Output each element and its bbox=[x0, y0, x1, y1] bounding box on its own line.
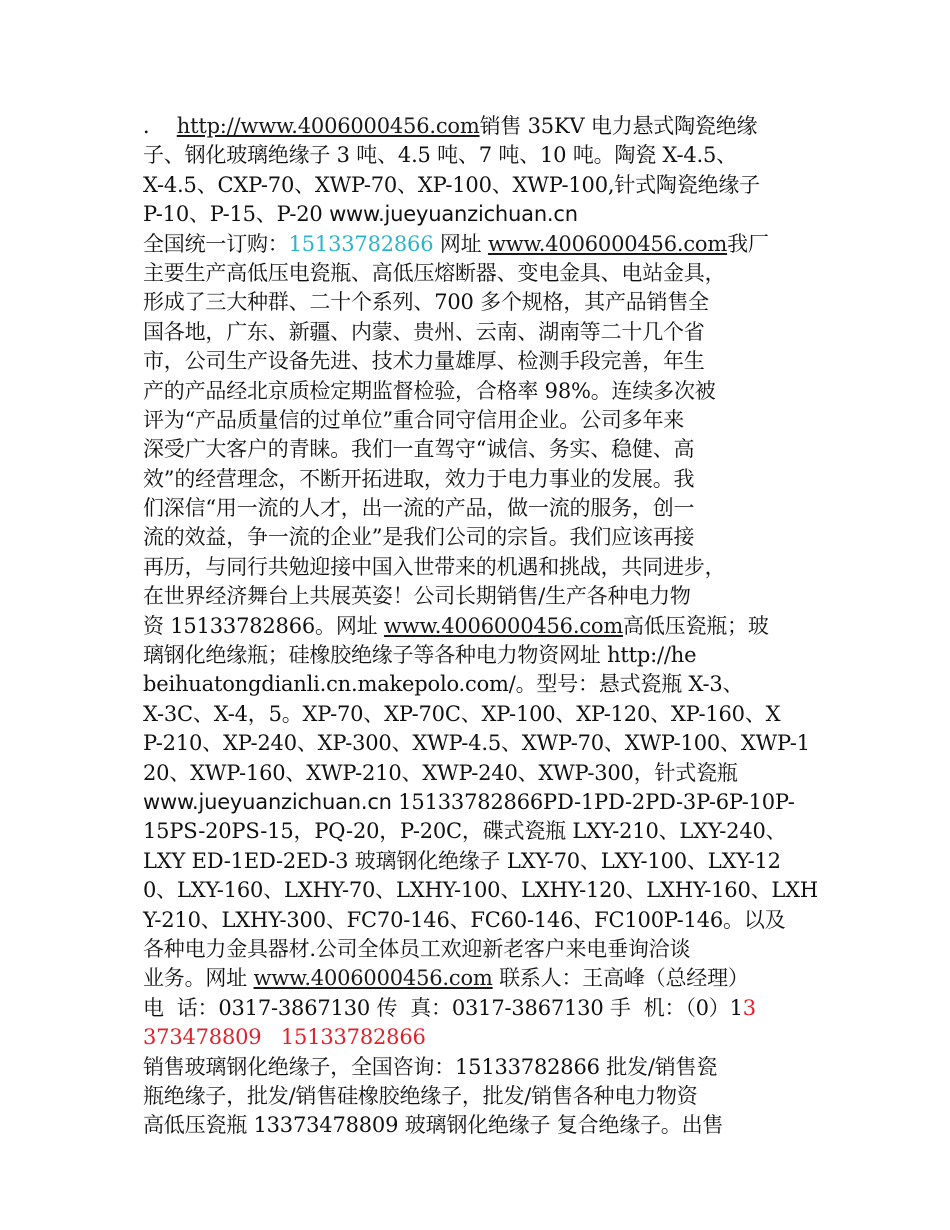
body-text: 子、钢化玻璃绝缘子 3 吨、4.5 吨、7 吨、10 吨。陶瓷 X-4.5、 bbox=[143, 143, 737, 168]
body-text: 市，公司生产设备先进、技术力量雄厚、检测手段完善，年生 bbox=[143, 349, 705, 374]
body-text: 主要生产高低压电瓷瓶、高低压熔断器、变电金具、电站金具， bbox=[143, 260, 726, 285]
body-text: 网址 bbox=[433, 231, 488, 256]
body-text: Y-210、LXHY-300、FC70-146、FC60-146、FC100P-146。以及 bbox=[143, 907, 786, 932]
body-text: 评为“产品质量信的过单位”重合同守信用企业。公司多年来 bbox=[143, 407, 685, 432]
body-text: 深受广大客户的青睐。我们一直驾守“诚信、务实、稳健、高 bbox=[143, 437, 695, 462]
body-text: 高低压瓷瓶 13373478809 玻璃钢化绝缘子 复合绝缘子。出售 bbox=[143, 1113, 724, 1138]
body-text: 全国统一订购： bbox=[143, 231, 289, 256]
body-text: 联系人：王高峰（总经理） bbox=[492, 966, 749, 991]
body-text: 资 15133782866。网址 bbox=[143, 613, 384, 638]
body-text: 业务。网址 bbox=[143, 966, 254, 991]
text-line bbox=[143, 700, 813, 729]
website-link[interactable]: www.4006000456.com bbox=[253, 966, 493, 991]
text-line bbox=[143, 1053, 813, 1082]
text-line bbox=[143, 347, 813, 376]
text-line bbox=[143, 406, 813, 435]
text-line bbox=[143, 670, 813, 699]
text-line bbox=[143, 876, 819, 905]
text-line bbox=[143, 171, 813, 200]
text-line bbox=[143, 1023, 813, 1052]
text-line bbox=[143, 1082, 813, 1111]
text-line bbox=[143, 788, 813, 817]
text-line bbox=[143, 847, 813, 876]
phone-number: 3 bbox=[742, 995, 756, 1020]
body-text: 高低压瓷瓶；玻 bbox=[623, 613, 769, 638]
text-line bbox=[143, 377, 813, 406]
text-line bbox=[143, 435, 813, 464]
text-line bbox=[143, 318, 813, 347]
text-line bbox=[143, 994, 813, 1023]
body-text: 销售玻璃钢化绝缘子，全国咨询：15133782866 批发/销售瓷 bbox=[143, 1054, 718, 1079]
text-line bbox=[143, 112, 813, 141]
body-text: 们深信“用一流的人才，出一流的产品，做一流的服务，创一 bbox=[143, 496, 695, 521]
body-text: 国各地，广东、新疆、内蒙、贵州、云南、湖南等二十几个省 bbox=[143, 319, 705, 344]
text-line bbox=[143, 582, 813, 611]
text-line bbox=[143, 729, 813, 758]
body-text: beihuatongdianli.cn.makepolo.com/。型号：悬式瓷瓶 X-3、 bbox=[143, 672, 744, 697]
body-text: 15133782866PD-1PD-2PD-3P-6P-10P- bbox=[391, 789, 795, 814]
text-line bbox=[143, 817, 813, 846]
body-text: 电 话：0317-3867130 传 真：0317-3867130 手 机：（0）1 bbox=[143, 995, 743, 1020]
text-line bbox=[143, 465, 813, 494]
body-text: 璃钢化绝缘瓶；硅橡胶绝缘子等各种电力物资网址 http://he bbox=[143, 643, 697, 668]
body-text: P-210、XP-240、XP-300、XWP-4.5、XWP-70、XWP-100、XWP-1 bbox=[143, 731, 810, 756]
body-text: 再历，与同行共勉迎接中国入世带来的机遇和挑战，共同进步， bbox=[143, 554, 726, 579]
text-line bbox=[143, 141, 813, 170]
text-line bbox=[143, 288, 813, 317]
body-text: 瓶绝缘子，批发/销售硅橡胶绝缘子，批发/销售各种电力物资 bbox=[143, 1083, 698, 1108]
text-line bbox=[143, 553, 813, 582]
website-text: www.jueyuanzichuan.cn bbox=[329, 202, 578, 227]
body-text: 产的产品经北京质检定期监督检验，合格率 98%。连续多次被 bbox=[143, 378, 716, 403]
text-line bbox=[143, 259, 813, 288]
text-line bbox=[143, 641, 813, 670]
body-text: 在世界经济舞台上共展英姿！公司长期销售/生产各种电力物 bbox=[143, 584, 691, 609]
body-text: 销售 35KV 电力悬式陶瓷绝缘 bbox=[479, 114, 758, 138]
body-text: 流的效益，争一流的企业”是我们公司的宗旨。我们应该再接 bbox=[143, 525, 695, 550]
body-text: 20、XWP-160、XWP-210、XWP-240、XWP-300，针式瓷瓶 bbox=[143, 760, 738, 785]
text-line bbox=[143, 523, 813, 552]
text-line bbox=[143, 964, 813, 993]
text-line bbox=[143, 935, 813, 964]
body-text: 效”的经营理念，不断开拓进取，效力于电力事业的发展。我 bbox=[143, 466, 695, 491]
text-line bbox=[143, 906, 813, 935]
body-text: LXY ED-1ED-2ED-3 玻璃钢化绝缘子 LXY-70、LXY-100、LXY-12 bbox=[143, 848, 781, 873]
body-text: 0、LXY-160、LXHY-70、LXHY-100、LXHY-120、LXHY-160、LXH bbox=[143, 878, 819, 903]
website-link[interactable]: www.4006000456.com bbox=[383, 613, 624, 638]
body-text: 我厂 bbox=[727, 231, 769, 256]
body-text: 15PS-20PS-15，PQ-20，P-20C，碟式瓷瓶 LXY-210、LXY-240、 bbox=[143, 819, 787, 844]
text-line bbox=[143, 1111, 813, 1140]
text-line bbox=[143, 200, 813, 229]
text-line bbox=[143, 230, 813, 259]
website-link[interactable]: www.4006000456.com bbox=[487, 231, 728, 256]
body-text: X-4.5、CXP-70、XWP-70、XP-100、XWP-100,针式陶瓷绝缘子 bbox=[143, 172, 760, 197]
text-line bbox=[143, 612, 813, 641]
phone-number: 15133782866 bbox=[288, 231, 434, 256]
website-link[interactable]: http://www.4006000456.com bbox=[176, 114, 480, 138]
website-text: www.jueyuanzichuan.cn bbox=[143, 789, 392, 814]
text-line bbox=[143, 759, 813, 788]
body-text: 各种电力金具器材.公司全体员工欢迎新老客户来电垂询洽谈 bbox=[143, 936, 691, 961]
body-text: 形成了三大种群、二十个系列、700 多个规格，其产品销售全 bbox=[143, 290, 709, 315]
document-page bbox=[143, 112, 819, 1141]
body-text: ． bbox=[143, 114, 177, 138]
text-line bbox=[143, 494, 813, 523]
body-text: X-3C、X-4，5。XP-70、XP-70C、XP-100、XP-120、XP-160、X bbox=[143, 701, 781, 726]
phone-number: 373478809 15133782866 bbox=[143, 1025, 426, 1050]
body-text: P-10、P-15、P-20 bbox=[143, 202, 330, 227]
